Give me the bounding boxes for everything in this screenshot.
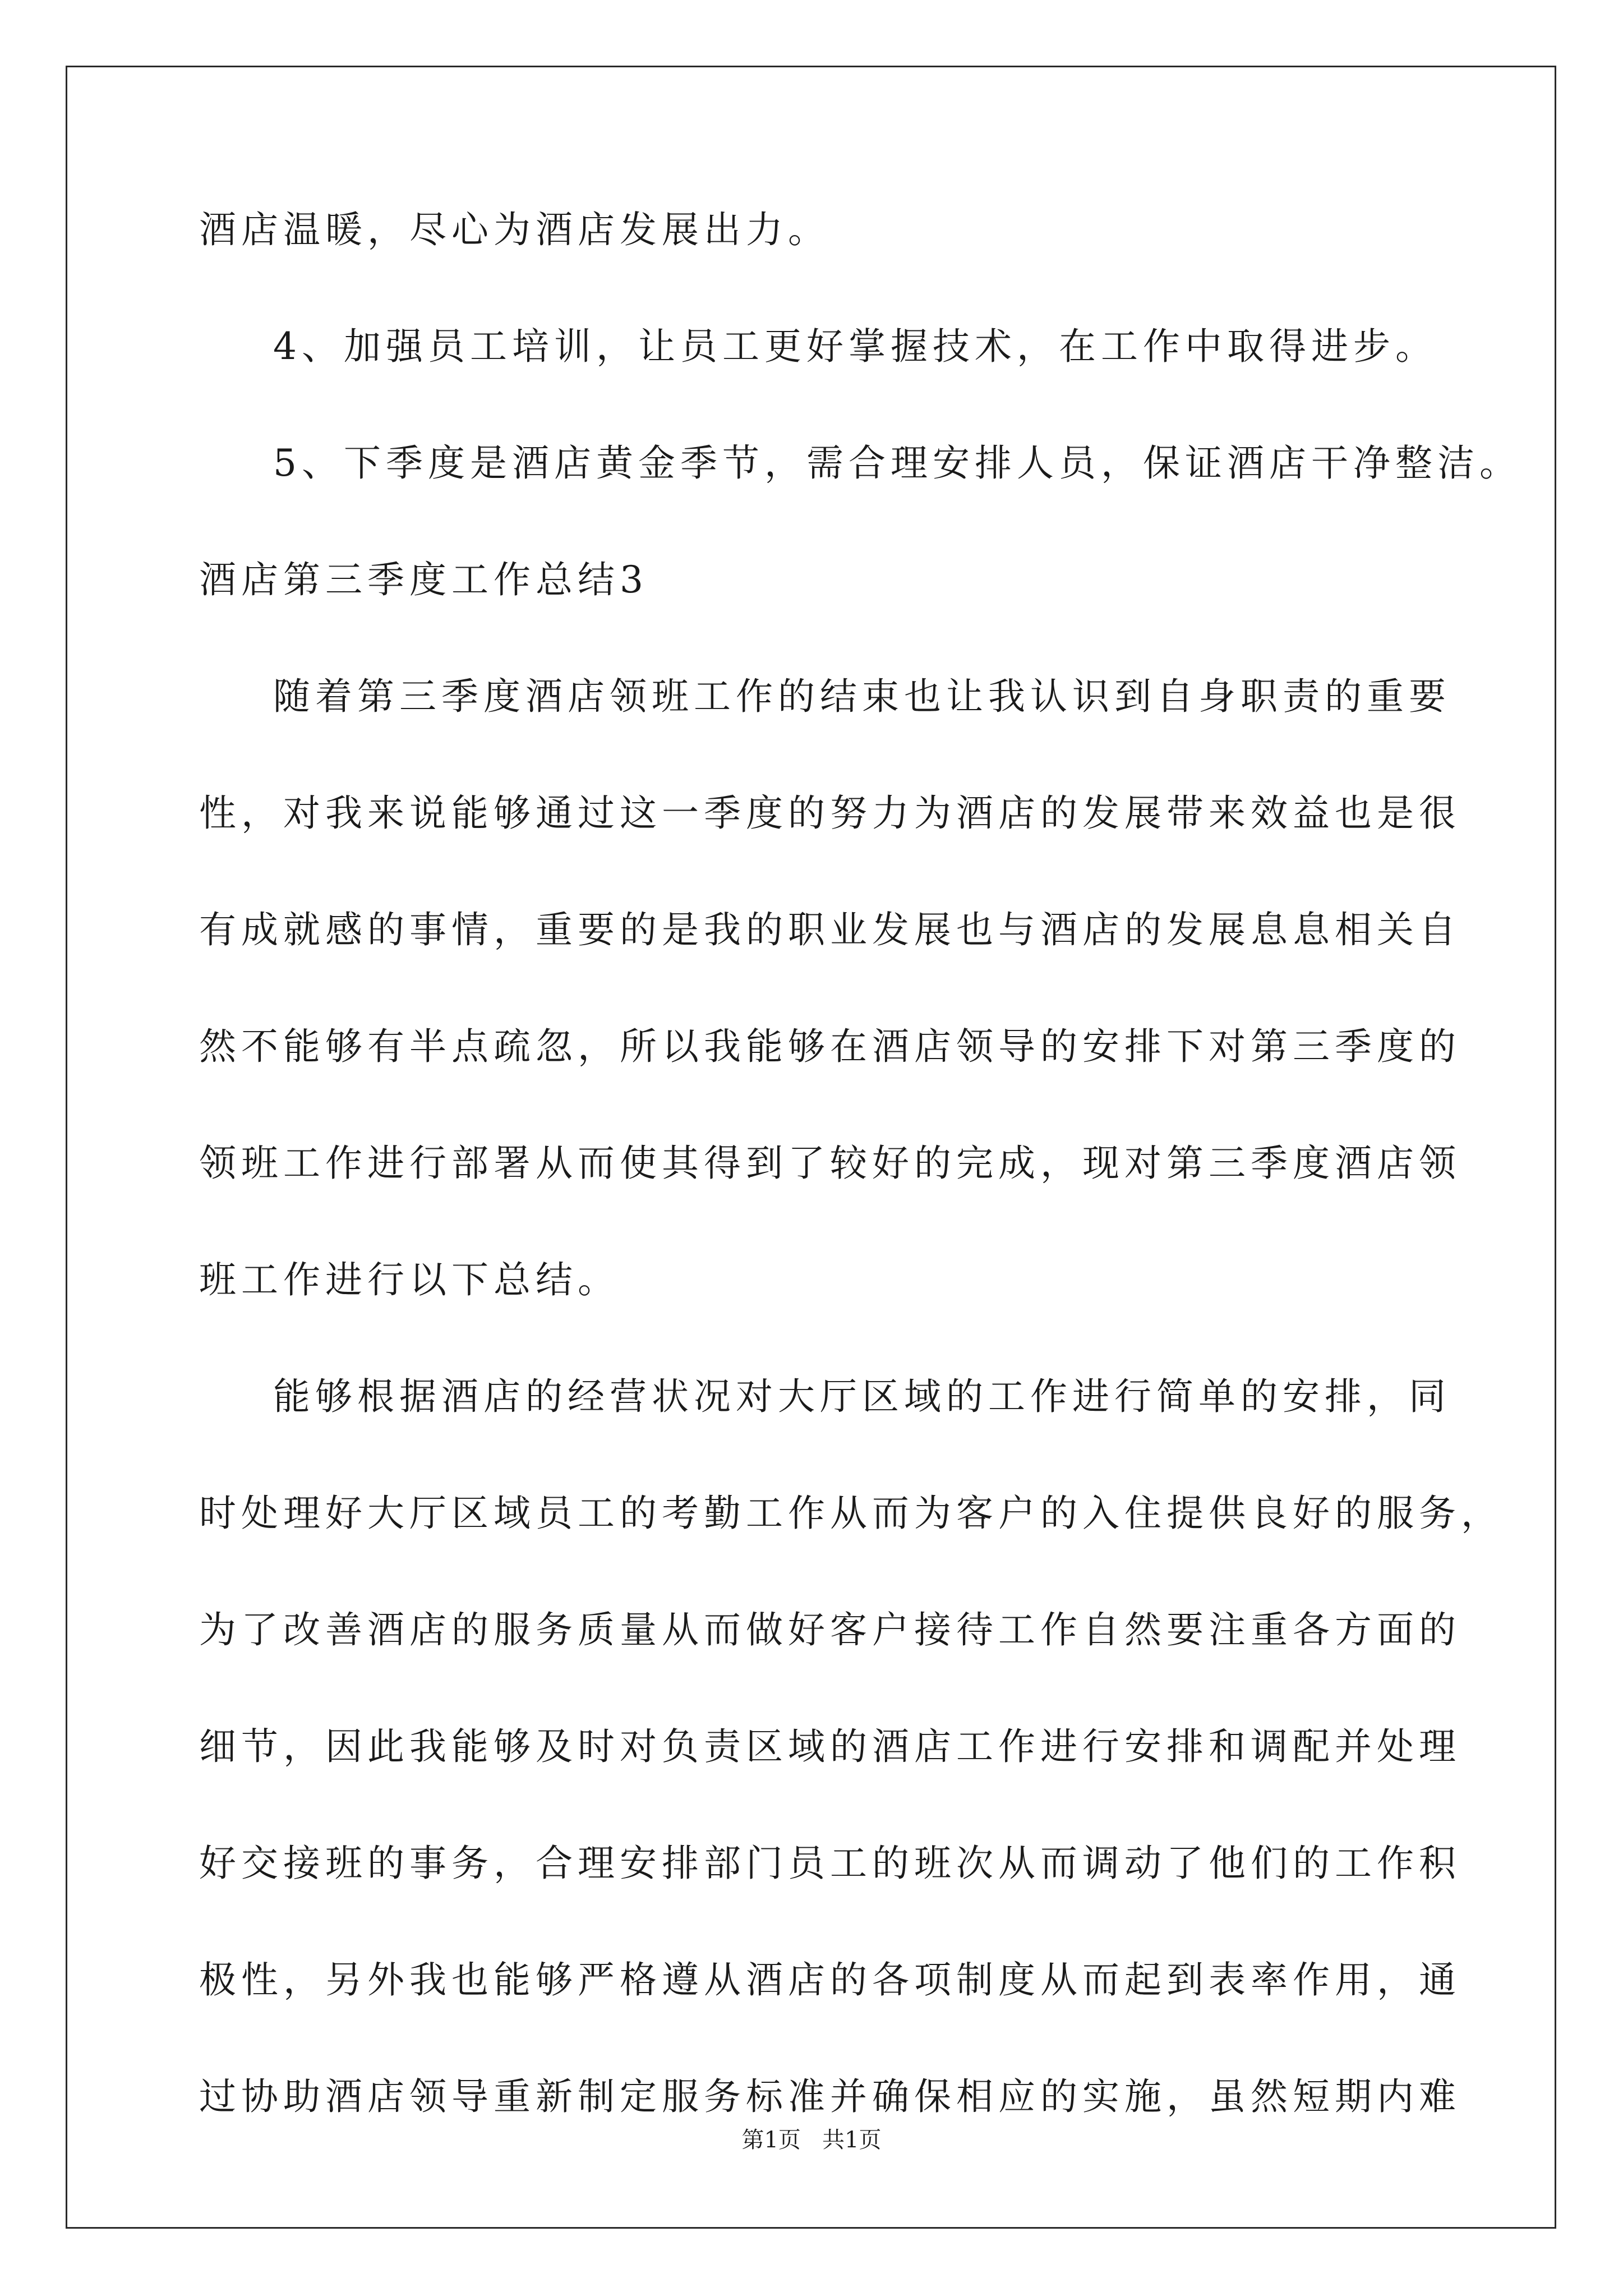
text-line: 4、加强员工培训，让员工更好掌握技术，在工作中取得进步。 xyxy=(273,325,1437,368)
text-line: 能够根据酒店的经营状况对大厅区域的工作进行简单的安排，同 xyxy=(273,1375,1451,1418)
text-line: 为了改善酒店的服务质量从而做好客户接待工作自然要注重各方面的 xyxy=(199,1608,1461,1651)
text-line: 细节，因此我能够及时对负责区域的酒店工作进行安排和调配并处理 xyxy=(199,1725,1461,1768)
text-line: 随着第三季度酒店领班工作的结束也让我认识到自身职责的重要 xyxy=(273,675,1451,718)
text-line: 班工作进行以下总结。 xyxy=(199,1258,620,1301)
text-line: 有成就感的事情，重要的是我的职业发展也与酒店的发展息息相关自 xyxy=(199,908,1461,951)
text-line: 好交接班的事务，合理安排部门员工的班次从而调动了他们的工作积 xyxy=(199,1842,1461,1885)
text-line: 领班工作进行部署从而使其得到了较好的完成，现对第三季度酒店领 xyxy=(199,1142,1461,1185)
text-line: 时处理好大厅区域员工的考勤工作从而为客户的入住提供良好的服务， xyxy=(199,1492,1503,1535)
text-line: 酒店温暖，尽心为酒店发展出力。 xyxy=(199,208,830,251)
page-footer: 第1页 共1页 xyxy=(741,2127,882,2153)
text-line: 然不能够有半点疏忽，所以我能够在酒店领导的安排下对第三季度的 xyxy=(199,1025,1461,1068)
text-line: 极性，另外我也能够严格遵从酒店的各项制度从而起到表率作用，通 xyxy=(199,1958,1461,2001)
text-line: 性，对我来说能够通过这一季度的努力为酒店的发展带来效益也是很 xyxy=(199,792,1461,835)
text-line: 5、下季度是酒店黄金季节，需合理安排人员，保证酒店干净整洁。 xyxy=(273,441,1521,485)
text-line: 过协助酒店领导重新制定服务标准并确保相应的实施，虽然短期内难 xyxy=(199,2075,1461,2118)
section-heading: 酒店第三季度工作总结3 xyxy=(199,558,648,601)
